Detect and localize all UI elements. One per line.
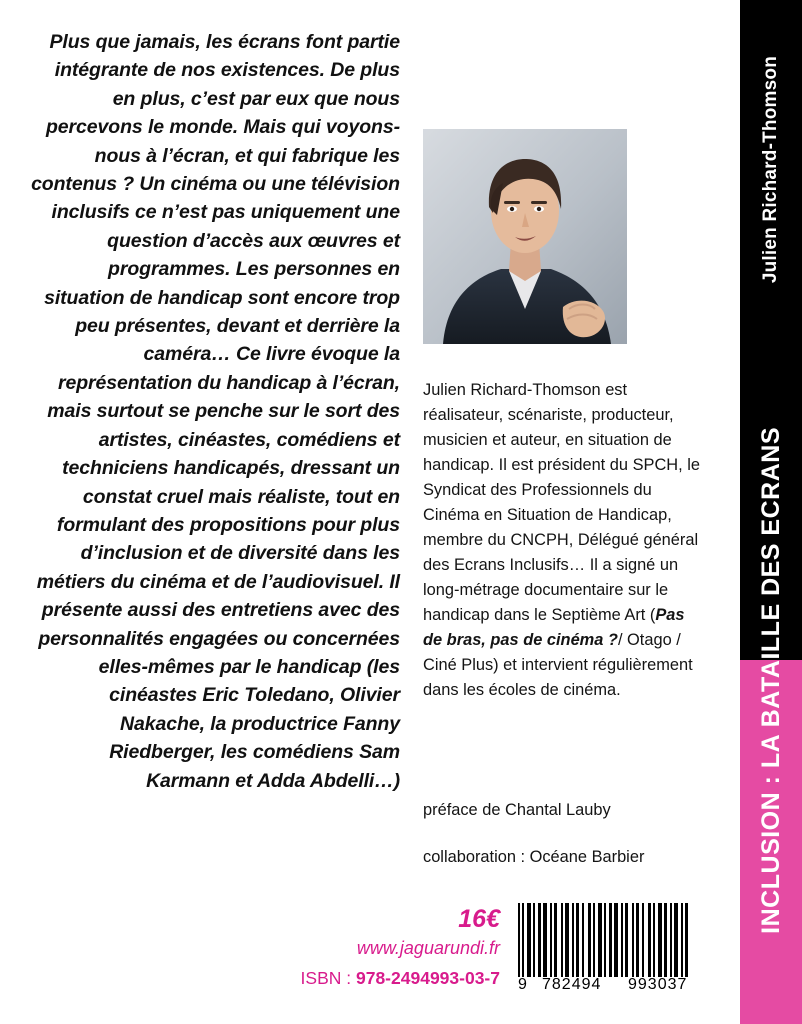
barcode-mid-digits: 782494 — [542, 976, 602, 993]
bio-part-2: / Otago / Ciné Plus) et intervient régulièrement dans les écoles de cinéma. — [423, 631, 693, 699]
barcode-bars — [518, 903, 700, 977]
spine-title — [740, 345, 802, 1015]
film-title: Pas de bras, pas de cinéma ? — [423, 606, 685, 649]
portrait-image — [423, 129, 627, 344]
preface-credit: préface de Chantal Lauby — [423, 801, 611, 819]
author-portrait — [423, 129, 627, 344]
isbn-value: 978-2494993-03-7 — [355, 968, 500, 988]
bio-part-1: Julien Richard-Thomson est réalisateur, scénariste, producteur, musicien et auteur, en situation de handicap. Il est président du SPCH, le Syndicat des Professionnels du Cinéma en Situation de Handicap, membre du CNCPH, Délégué général des Ecrans Inclusifs… Il a signé un long-métrage documentaire sur le handicap dans le Septième Art ( — [423, 381, 700, 624]
barcode-left-digit: 9 — [518, 976, 528, 993]
website-link[interactable]: www.jaguarundi.fr — [356, 938, 500, 958]
barcode-right-digits: 993037 — [628, 976, 688, 993]
spine-title-text: INCLUSION : LA BATAILLE DES ECRANS — [756, 426, 785, 934]
spine-author — [740, 0, 802, 340]
price-label: 16€ — [458, 905, 500, 933]
collaboration-credit: collaboration : Océane Barbier — [423, 848, 645, 866]
isbn-prefix: ISBN : — [300, 968, 356, 988]
blurb-text: Plus que jamais, les écrans font partie intégrante de nos existences. De plus en plus, c’est par eux que nous percevons le monde. Mais qui voyons-nous à l’écran, et qui fabrique les contenus ? Un cinéma ou une télévision inclusifs ce n’est pas uniquement une question d’accès aux œuvres et programmes. Les personnes en situation de handicap sont encore trop peu présentes, devant et derrière la caméra… Ce livre évoque la représentation du handicap à l’écran, mais surtout se penche sur le sort des artistes, cinéastes, comédiens et techniciens handicapés, dressant un constat cruel mais réaliste, tout en formulant des propositions pour plus d’inclusion et de diversité dans les métiers du cinéma et de l’audiovisuel. Il présente aussi des entretiens avec des personnalités engagées ou concernées elles-mêmes par le handicap (les cinéastes Eric Toledano, Olivier Nakache, la productrice Fanny Riedberger, les comédiens Sam Karmann et Adda Abdelli…) — [31, 31, 400, 792]
spine-author-text: Julien Richard-Thomson — [760, 56, 781, 284]
author-bio — [423, 378, 701, 703]
isbn-label — [200, 968, 500, 989]
